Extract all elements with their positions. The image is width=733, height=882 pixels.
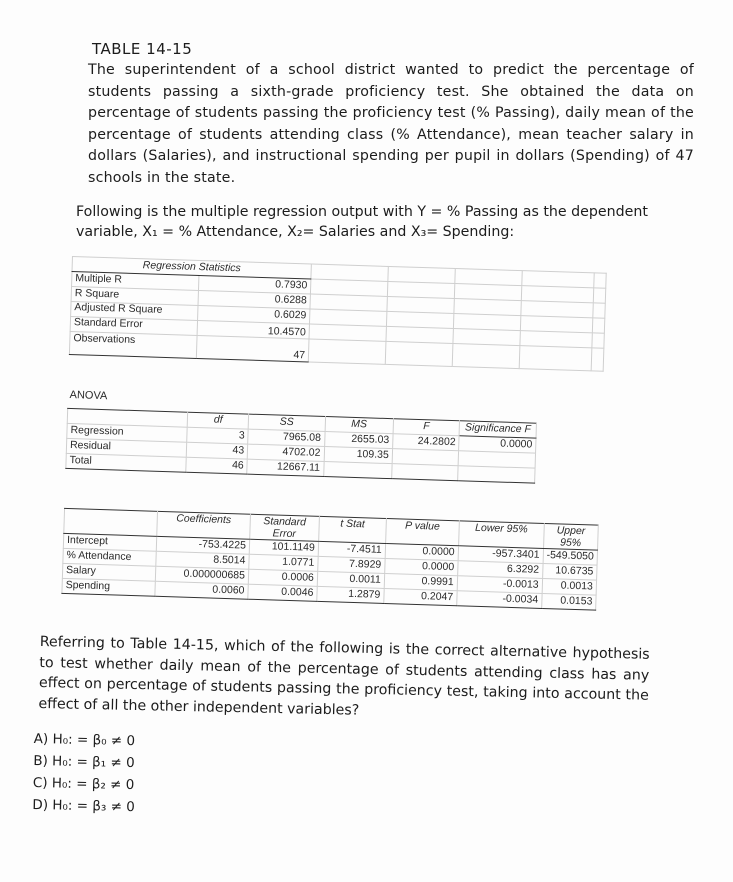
question-text: Referring to Table 14-15, which of the following is the correct alternative hypothesis to test whether daily mean of the percentage of students attending class has any effect on percentage of students passing the proficiency test, taking into account the effect of all the other independent variables? bbox=[38, 633, 650, 719]
anova-table bbox=[65, 408, 537, 484]
anova-cell: 109.35 bbox=[324, 447, 393, 464]
coef-header: P value bbox=[385, 518, 459, 545]
coef-cell: 0.0046 bbox=[248, 584, 317, 601]
coef-row-label: % Attendance bbox=[63, 548, 156, 566]
anova-cell: 7965.08 bbox=[248, 429, 325, 446]
coef-cell: 0.0013 bbox=[542, 578, 597, 595]
regression-description: Following is the multiple regression output with Y = % Passing as the dependent variable, X₁ = % Attendance, X₂= Salaries and X₃= Spending: bbox=[76, 204, 648, 240]
coef-cell: 1.0771 bbox=[249, 554, 318, 571]
regression-output-sheet bbox=[60, 256, 607, 665]
coef-cell: 10.6735 bbox=[542, 563, 597, 580]
stat-label: Standard Error bbox=[70, 316, 197, 335]
anova-cell: 3 bbox=[187, 427, 248, 444]
table-title: TABLE 14-15 bbox=[92, 40, 193, 58]
coef-cell: -549.5050 bbox=[543, 548, 598, 565]
anova-cell: 4702.02 bbox=[247, 444, 324, 461]
coef-cell: 0.0006 bbox=[248, 569, 317, 586]
anova-cell: 0.0000 bbox=[459, 436, 536, 453]
anova-header: SS bbox=[248, 414, 325, 431]
anova-cell bbox=[323, 462, 392, 479]
stat-label: Adjusted R Square bbox=[71, 301, 198, 320]
coef-cell: 101.1149 bbox=[249, 539, 318, 556]
stat-label: Multiple R bbox=[72, 272, 199, 291]
regression-statistics-header: Regression Statistics bbox=[72, 257, 311, 280]
answer-options bbox=[32, 728, 136, 818]
option-d[interactable]: D) H₀: = β₃ ≠ 0 bbox=[32, 796, 136, 816]
anova-header: df bbox=[188, 412, 249, 429]
coef-header: t Stat bbox=[319, 516, 387, 543]
stat-value: 0.7930 bbox=[198, 275, 311, 294]
coef-row-label: Salary bbox=[62, 563, 155, 581]
stat-value: 0.6029 bbox=[198, 305, 311, 324]
coef-cell: 0.0000 bbox=[385, 543, 458, 560]
anova-header: Significance F bbox=[459, 421, 536, 438]
anova-cell: 12667.11 bbox=[247, 459, 324, 476]
coef-header: Lower 95% bbox=[458, 521, 544, 549]
stat-label: R Square bbox=[71, 287, 198, 306]
stat-label: Observations bbox=[69, 331, 197, 358]
anova-cell: 24.2802 bbox=[392, 434, 459, 451]
stat-value: 0.6288 bbox=[198, 290, 311, 309]
anova-row-label: Residual bbox=[66, 438, 187, 457]
coef-cell: -0.0013 bbox=[457, 576, 542, 594]
coef-header: Upper 95% bbox=[543, 523, 598, 550]
coef-row-label: Intercept bbox=[63, 533, 156, 551]
anova-header: MS bbox=[325, 417, 394, 434]
option-b[interactable]: B) H₀: = β₁ ≠ 0 bbox=[33, 752, 135, 772]
coef-header: Coefficients bbox=[157, 511, 251, 539]
coefficients-table bbox=[61, 508, 598, 611]
regression-statistics-table bbox=[69, 256, 607, 372]
stat-value: 47 bbox=[196, 335, 309, 362]
coef-cell: 0.0153 bbox=[541, 593, 596, 610]
anova-cell bbox=[392, 464, 459, 481]
stat-value: 10.4570 bbox=[197, 320, 310, 339]
option-c[interactable]: C) H₀: = β₂ ≠ 0 bbox=[32, 774, 135, 794]
coef-cell: -7.4511 bbox=[318, 541, 385, 558]
anova-cell bbox=[458, 466, 535, 483]
coef-cell: 0.0011 bbox=[317, 571, 384, 588]
coef-cell: 0.0060 bbox=[155, 581, 248, 599]
anova-cell: 46 bbox=[186, 457, 247, 474]
coef-cell: 0.9991 bbox=[384, 573, 457, 590]
anova-row-label: Regression bbox=[67, 423, 188, 442]
coef-cell: 0.2047 bbox=[384, 588, 457, 605]
coef-header: Standard Error bbox=[250, 514, 320, 541]
option-a[interactable]: A) H₀: = β₀ ≠ 0 bbox=[33, 730, 136, 750]
intro-paragraph: The superintendent of a school district wanted to predict the percentage of students passing a sixth-grade proficiency test. She obtained the data on percentage of students passing the proficiency test (% Passing), daily mean of the percentage of students attending class (% Attendance), mean teacher salary in dollars (Salaries), and instructional spending per pupil in dollars (Spending) of 47 schools in the state. bbox=[88, 62, 694, 186]
coef-row-label: Spending bbox=[62, 578, 155, 596]
anova-label: ANOVA bbox=[69, 388, 108, 403]
coef-cell: 6.3292 bbox=[457, 561, 542, 579]
coef-cell: 1.2879 bbox=[317, 586, 384, 603]
coef-cell: 8.5014 bbox=[156, 551, 249, 569]
coef-cell: -957.3401 bbox=[458, 546, 543, 564]
coef-cell: -753.4225 bbox=[156, 536, 249, 554]
anova-cell: 2655.03 bbox=[324, 432, 393, 449]
coef-cell: -0.0034 bbox=[456, 591, 541, 609]
coef-cell: 0.0000 bbox=[384, 558, 457, 575]
anova-cell: 43 bbox=[187, 442, 248, 459]
anova-header: F bbox=[393, 419, 460, 436]
anova-row-label: Total bbox=[66, 453, 187, 472]
coef-cell: 7.8929 bbox=[318, 556, 385, 573]
coef-cell: 0.000000685 bbox=[155, 566, 248, 584]
